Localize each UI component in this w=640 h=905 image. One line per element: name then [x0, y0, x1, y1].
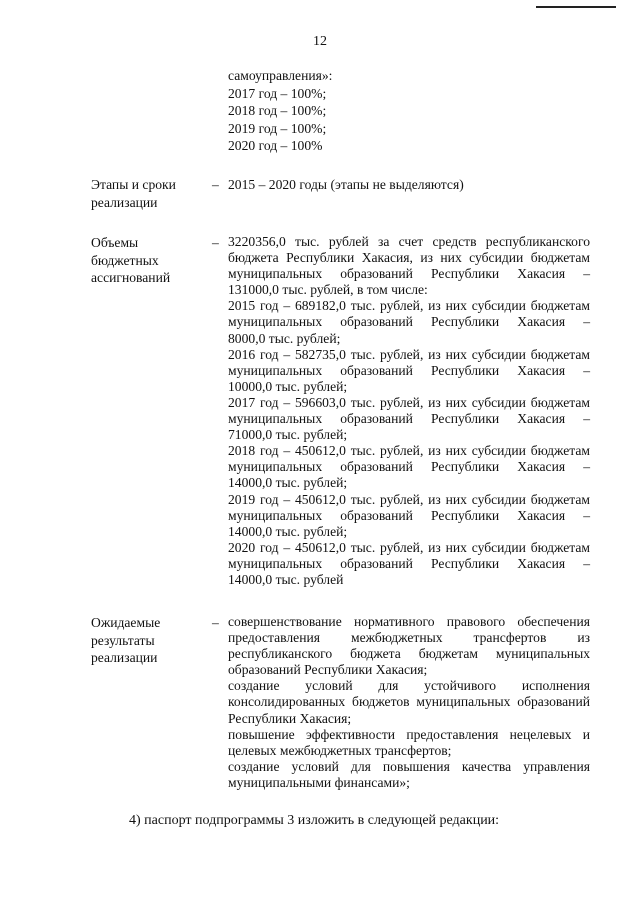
- stages-label: [91, 176, 201, 211]
- stages-dash: –: [212, 177, 219, 192]
- value-line: муниципальными финансами»;: [228, 774, 410, 790]
- value-line: Республики Хакасия;: [228, 710, 352, 726]
- label-line: Объемы: [91, 235, 139, 250]
- results-label: [91, 614, 201, 667]
- intro-line: 2020 год – 100%: [228, 138, 323, 154]
- value-line: бюджета Республики Хакасия, из них субсидии бюджетам: [228, 250, 590, 266]
- label-line: Этапы и сроки: [91, 177, 176, 192]
- label-line: Ожидаемые: [91, 615, 161, 630]
- value-line: повышение эффективности предоставления нецелевых и: [228, 726, 590, 742]
- value-line: совершенствование нормативного правового обеспечения: [228, 614, 590, 629]
- value-line: 10000,0 тыс. рублей;: [228, 378, 348, 394]
- value-line: 2020 год – 450612,0 тыс. рублей, из них субсидии бюджетам: [228, 539, 590, 555]
- value-line: муниципальных образований Республики Хакасия –: [228, 411, 590, 427]
- value-line: муниципальных образований Республики Хакасия –: [228, 266, 590, 282]
- value-line: 2017 год – 596603,0 тыс. рублей, из них субсидии бюджетам: [228, 394, 590, 410]
- value-line: 8000,0 тыс. рублей;: [228, 330, 341, 346]
- intro-line: 2018 год – 100%;: [228, 103, 327, 119]
- intro-line: самоуправления»:: [228, 68, 333, 83]
- value-line: 14000,0 тыс. рублей;: [228, 475, 348, 491]
- top-rule: [536, 6, 616, 8]
- value-line: республиканского бюджета бюджетам муниципальных: [228, 646, 590, 662]
- value-line: 2019 год – 450612,0 тыс. рублей, из них субсидии бюджетам: [228, 491, 590, 507]
- results-dash: –: [212, 615, 219, 630]
- label-line: результаты: [91, 632, 155, 648]
- label-line: бюджетных: [91, 252, 159, 268]
- value-line: 2016 год – 582735,0 тыс. рублей, из них субсидии бюджетам: [228, 346, 590, 362]
- value-line: муниципальных образований Республики Хакасия –: [228, 362, 590, 378]
- intro-block: [228, 67, 332, 155]
- intro-line: 2019 год – 100%;: [228, 120, 327, 136]
- value-line: создание условий для повышения качества управления: [228, 758, 590, 774]
- funding-dash: –: [212, 235, 219, 250]
- value-line: 71000,0 тыс. рублей;: [228, 427, 348, 443]
- value-line: предоставления межбюджетных трансфертов из: [228, 630, 590, 646]
- value-line: 2015 год – 689182,0 тыс. рублей, из них субсидии бюджетам: [228, 298, 590, 314]
- value-line: муниципальных образований Республики Хакасия –: [228, 555, 590, 571]
- label-line: ассигнований: [91, 270, 171, 286]
- value-line: 2015 – 2020 годы (этапы не выделяются): [228, 177, 464, 192]
- value-line: 14000,0 тыс. рублей;: [228, 523, 348, 539]
- funding-label: [91, 234, 201, 287]
- footer-item: 4) паспорт подпрограммы 3 изложить в следующей редакции:: [129, 813, 500, 828]
- value-line: консолидированных бюджетов муниципальных образований: [228, 694, 590, 710]
- value-line: муниципальных образований Республики Хакасия –: [228, 507, 590, 523]
- value-line: 3220356,0 тыс. рублей за счет средств республиканского: [228, 234, 590, 249]
- results-value: [228, 614, 590, 791]
- value-line: муниципальных образований Республики Хакасия –: [228, 314, 590, 330]
- funding-value: [228, 234, 590, 588]
- value-line: образований Республики Хакасия;: [228, 662, 428, 678]
- value-line: 131000,0 тыс. рублей, в том числе:: [228, 282, 428, 298]
- value-line: целевых межбюджетных трансфертов;: [228, 742, 452, 758]
- value-line: 14000,0 тыс. рублей: [228, 571, 344, 587]
- label-line: реализации: [91, 650, 158, 666]
- label-line: реализации: [91, 194, 158, 210]
- value-line: создание условий для устойчивого исполнения: [228, 678, 590, 694]
- page-number: 12: [313, 34, 327, 49]
- value-line: 2018 год – 450612,0 тыс. рублей, из них субсидии бюджетам: [228, 443, 590, 459]
- value-line: муниципальных образований Республики Хакасия –: [228, 459, 590, 475]
- intro-line: 2017 год – 100%;: [228, 85, 327, 101]
- stages-value: [228, 176, 590, 194]
